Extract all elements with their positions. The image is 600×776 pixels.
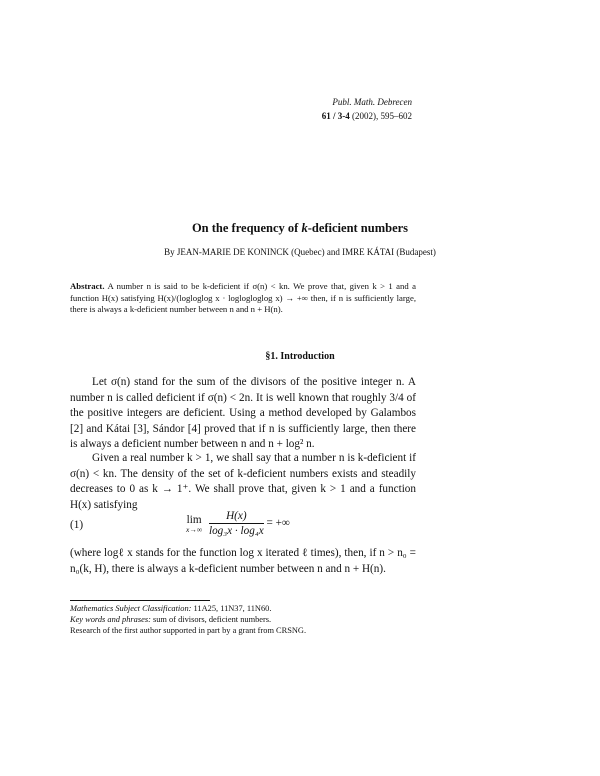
journal-year-pages: (2002), 595–602 xyxy=(352,111,412,121)
abstract-label: Abstract. xyxy=(70,281,105,291)
paragraph-1-text: Let σ(n) stand for the sum of the divisors of the positive integer n. A number n is called deficient if σ(n) < 2n. It is well known that roughly 3/4 of the positive integers are deficient. Using a method developed by Galambos [2] and Kátai [3], Sándor [4] proved that if n is sufficiently large, then there is always a deficient number between n and n + log² n. xyxy=(70,376,416,450)
abstract-text: A number n is said to be k-deficient if σ(n) < kn. We prove that, given k > 1 and a function H(x) satisfying H(x)/(logloglog x · loglogloglog x) → +∞ then, if n is sufficiently large, there is always a k-deficient number between n and n + H(n). xyxy=(70,281,416,315)
paragraph-2-text: Given a real number k > 1, we shall say that a number n is k-deficient if σ(n) < kn. The density of the set of k-deficient numbers exists and steadily decreases to 0 as k → 1⁺. We shall prove that, given k > 1 and a function H(x) satisfying xyxy=(70,452,416,511)
equation-lim-subscript: x→∞ xyxy=(186,524,203,534)
intro-paragraph-3 xyxy=(70,546,416,577)
section-heading: §1. Introduction xyxy=(265,351,335,362)
footnote-msc xyxy=(70,604,271,613)
footnote-research: Research of the first author supported in part by a grant from CRSNG. xyxy=(70,626,307,635)
footnote-rule xyxy=(70,600,210,601)
equation-fraction xyxy=(209,510,264,537)
equation-rhs: = +∞ xyxy=(266,517,290,530)
journal-name: Publ. Math. Debrecen xyxy=(332,97,412,107)
equation-numerator: H(x) xyxy=(209,510,264,524)
paragraph-3-text: (where logℓ x stands for the function log x iterated ℓ times), then, if n > n₀ = n₀(k, H), there is always a k-deficient number between n and n + H(n). xyxy=(70,547,416,575)
paper-authors: By JEAN-MARIE DE KONINCK (Quebec) and IMRE KÁTAI (Budapest) xyxy=(164,247,436,257)
footnote-kw-value: sum of divisors, deficient numbers. xyxy=(152,615,272,624)
footnote-msc-label: Mathematics Subject Classification: xyxy=(70,604,192,613)
footnote-msc-value: 11A25, 11N37, 11N60. xyxy=(193,604,272,613)
equation-lim-text: lim xyxy=(186,513,202,526)
journal-volume: 61 / 3-4 xyxy=(321,111,350,121)
footnote-kw-label: Key words and phrases: xyxy=(70,615,151,624)
equation-limit xyxy=(186,514,202,534)
abstract xyxy=(70,281,416,316)
paper-title: On the frequency of k-deficient numbers xyxy=(191,221,409,235)
intro-paragraph-2 xyxy=(70,451,416,513)
equation-label: (1) xyxy=(70,519,84,531)
equation-1 xyxy=(186,510,290,537)
journal-volume-line xyxy=(322,111,412,121)
intro-paragraph-1 xyxy=(70,375,416,453)
equation-denominator: log₃x · log₄x xyxy=(208,525,264,537)
footnote-keywords xyxy=(70,615,271,624)
